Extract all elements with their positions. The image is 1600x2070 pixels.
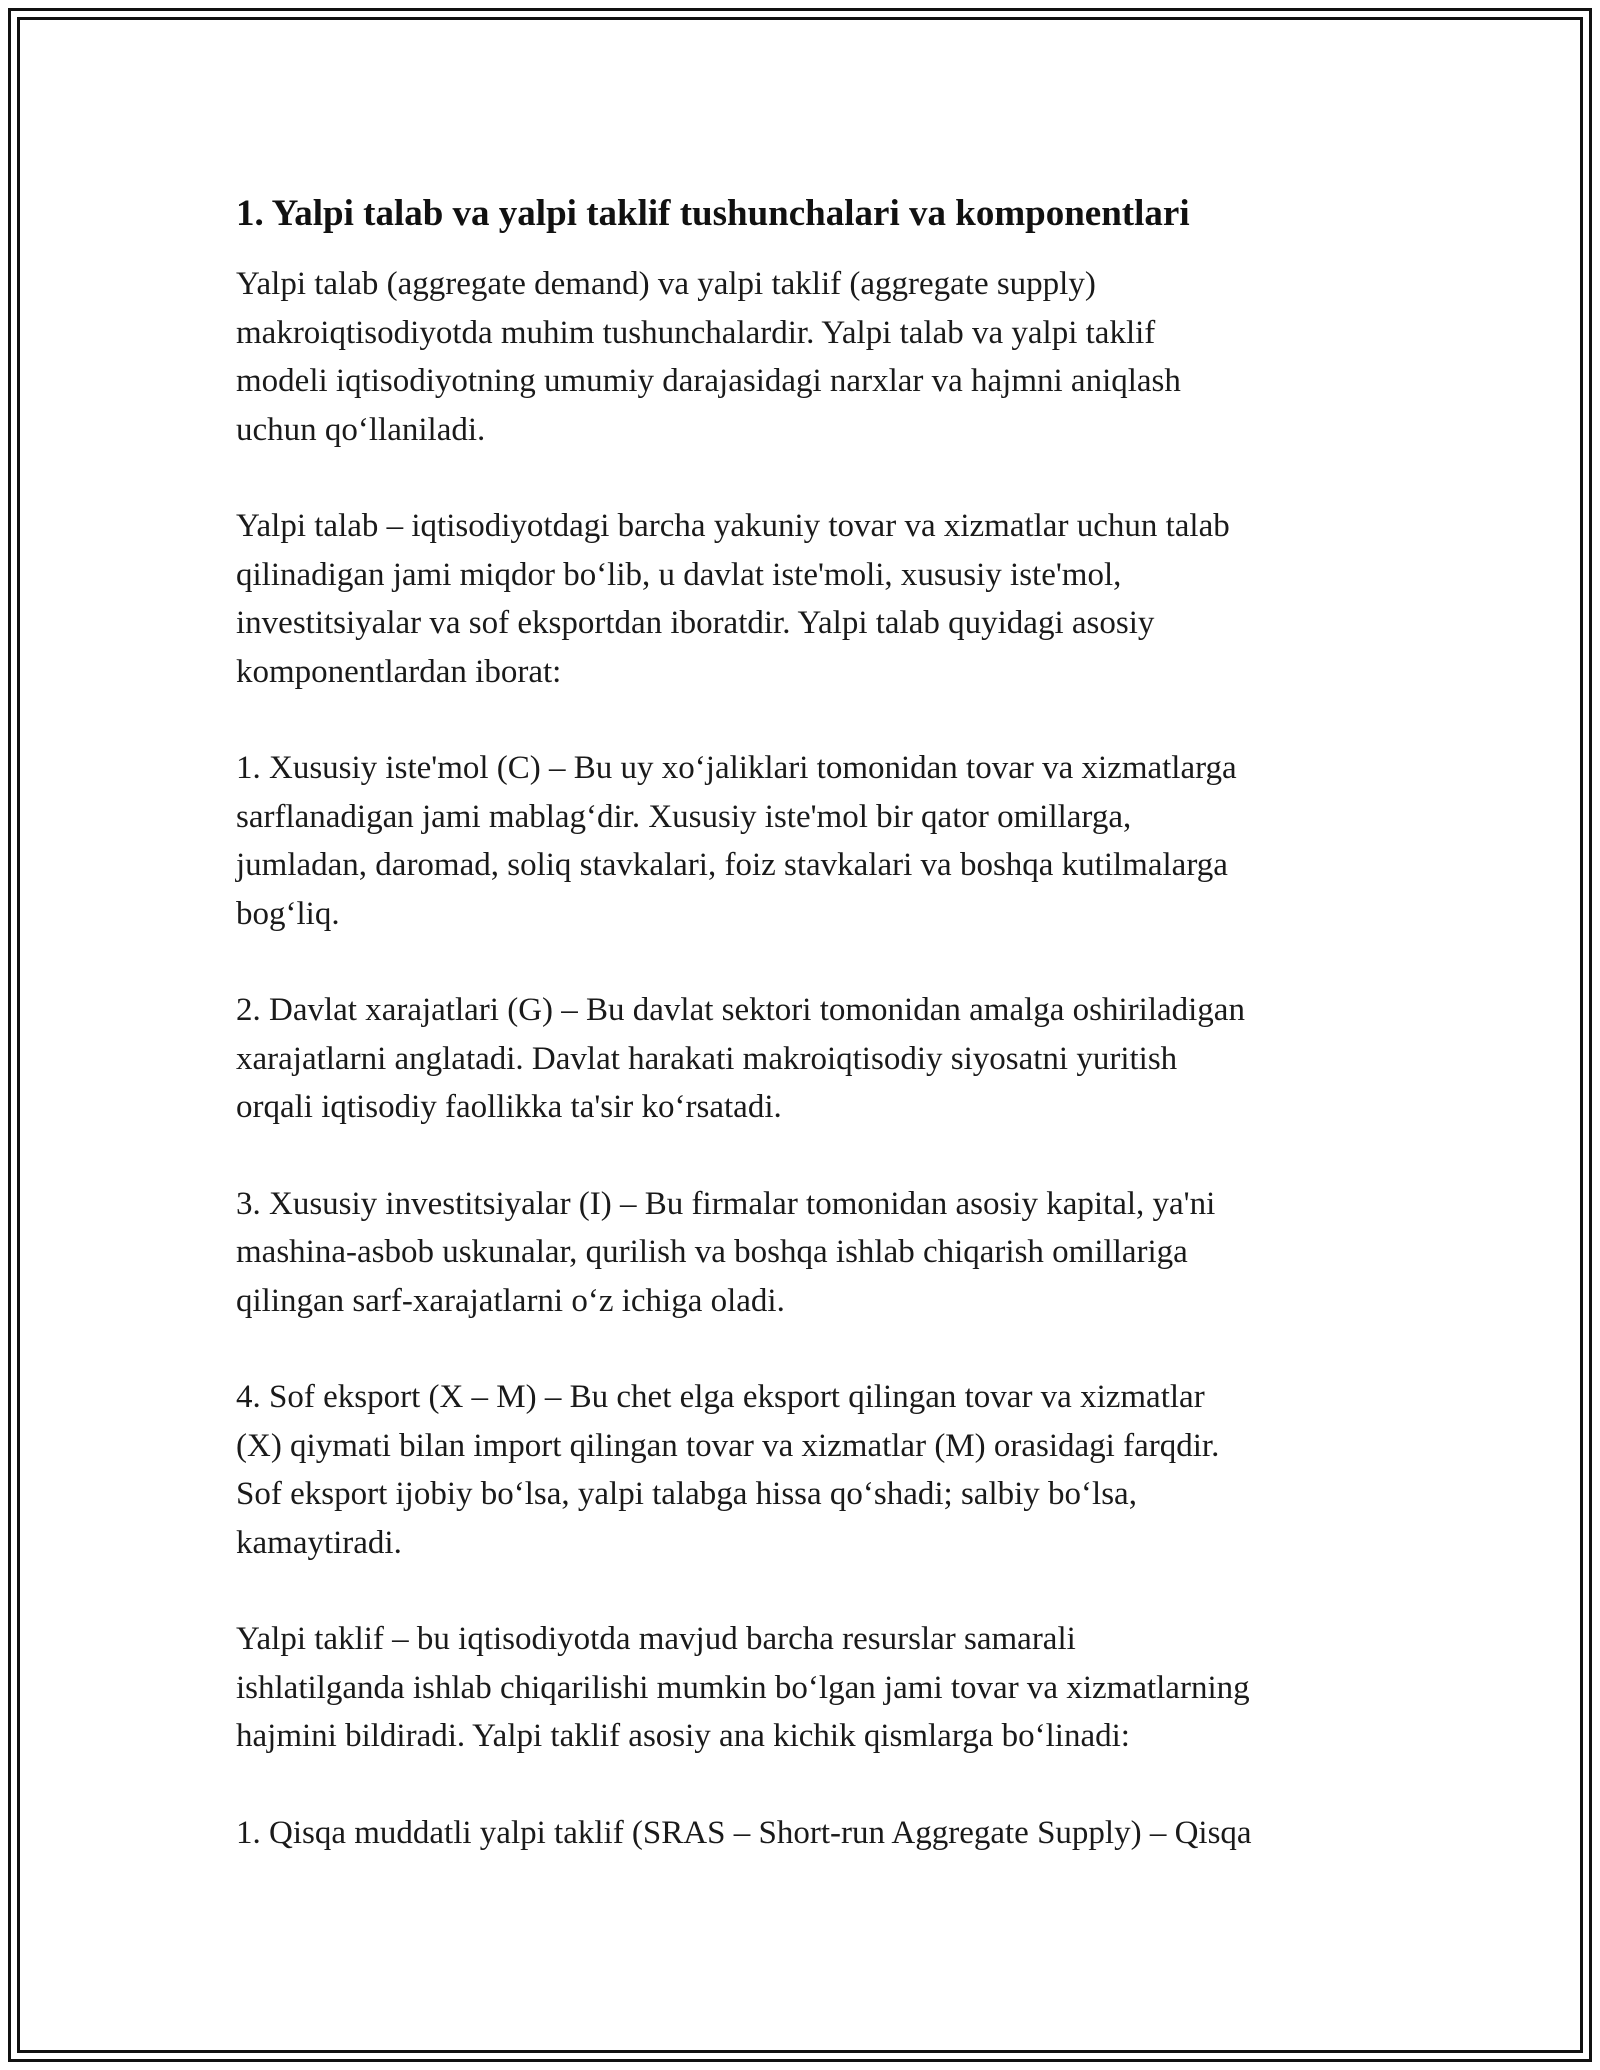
paragraph-aggregate-supply: Yalpi taklif – bu iqtisodiyotda mavjud barcha resurslar samarali ishlatilganda ishlab chiqarilishi mumkin bo‘lgan jami tovar va xizmatlarning hajmini bildiradi. Yalpi taklif asosiy ana kichik qismlarga bo‘linadi:	[236, 1621, 1250, 1754]
paragraph-government-spending: 2. Davlat xarajatlari (G) – Bu davlat sektori tomonidan amalga oshiriladigan xarajatlarni anglatadi. Davlat harakati makroiqtisodiy siyosatni yuritish orqali iqtisodiy faollikka ta'sir ko‘rsatadi.	[236, 992, 1245, 1125]
paragraph-private-investment: 3. Xususiy investitsiyalar (I) – Bu firmalar tomonidan asosiy kapital, ya'ni mashina-asbob uskunalar, qurilish va boshqa ishlab chiqarish omillariga qilingan sarf-xarajatlarni o‘z ichiga oladi.	[236, 1185, 1216, 1319]
paragraph-private-consumption: 1. Xususiy iste'mol (C) – Bu uy xo‘jaliklari tomonidan tovar va xizmatlarga sarflanadigan jami mablag‘dir. Xususiy iste'mol bir qator omillarga, jumladan, daromad, soliq stavkalari, foiz stavkalari va boshqa kutilmalarga bog‘liq.	[236, 750, 1237, 932]
document-title: 1. Yalpi talab va yalpi taklif tushunchalari va komponentlari	[236, 193, 1190, 234]
paragraph-intro: Yalpi talab (aggregate demand) va yalpi taklif (aggregate supply) makroiqtisodiyotda muhim tushunchalardir. Yalpi talab va yalpi taklif modeli iqtisodiyotning umumiy darajasidagi narxlar va hajmni aniqlash uchun qo‘llaniladi.	[236, 266, 1181, 448]
document-body	[236, 188, 1386, 1905]
paragraph-aggregate-demand: Yalpi talab – iqtisodiyotdagi barcha yakuniy tovar va xizmatlar uchun talab qilinadigan jami miqdor bo‘lib, u davlat iste'moli, xususiy iste'mol, investitsiyalar va sof eksportdan iboratdir. Yalpi talab quyidagi asosiy komponentlardan iborat:	[236, 508, 1230, 690]
paragraph-short-run-supply: 1. Qisqa muddatli yalpi taklif (SRAS – Short-run Aggregate Supply) – Qisqa	[236, 1814, 1252, 1851]
paragraph-net-exports: 4. Sof eksport (X – M) – Bu chet elga eksport qilingan tovar va xizmatlar (X) qiymati bilan import qilingan tovar va xizmatlar (M) orasidagi farqdir. Sof eksport ijobiy bo‘lsa, yalpi talabga hissa qo‘shadi; salbiy bo‘lsa, kamaytiradi.	[236, 1379, 1220, 1561]
